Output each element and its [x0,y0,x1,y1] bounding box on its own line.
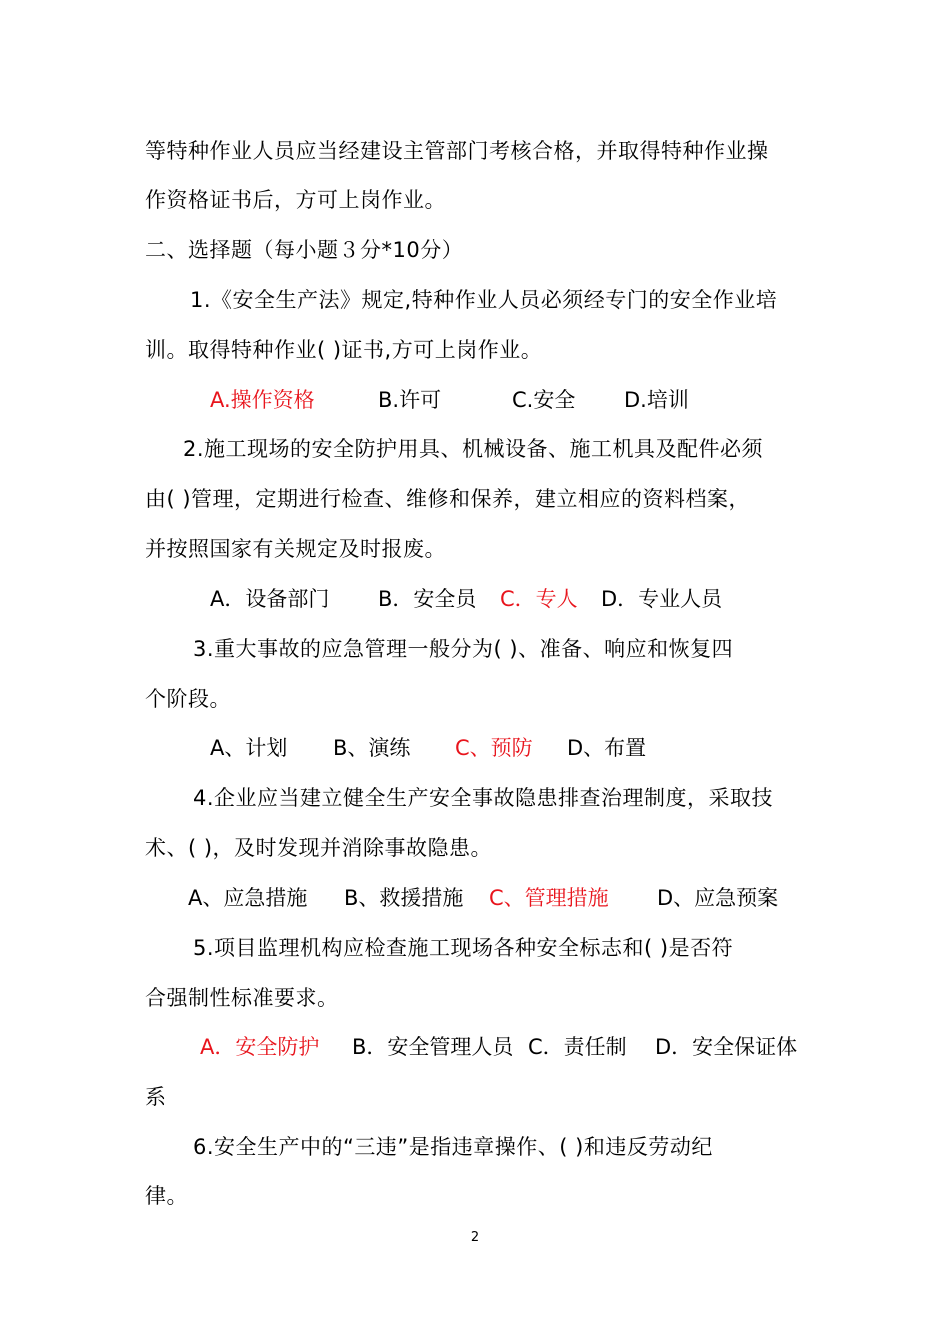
question-4-line-1: 4.企业应当建立健全生产安全事故隐患排查治理制度，采取技 [193,786,774,810]
question-6-line-1: 6.安全生产中的“三违”是指违章操作、( )和违反劳动纪 [193,1135,713,1159]
question-4-option-c: C、管理措施 [489,886,609,910]
question-2-option-d: D．专业人员 [601,587,723,611]
question-3-line-1: 3.重大事故的应急管理一般分为( )、准备、响应和恢复四 [193,637,734,661]
question-1-line-2: 训。取得特种作业( )证书,方可上岗作业。 [145,338,543,362]
question-2-line-2: 由( )管理，定期进行检查、维修和保养，建立相应的资料档案， [145,487,751,511]
question-3-option-c: C、预防 [455,736,533,760]
intro-line-1: 等特种作业人员应当经建设主管部门考核合格，并取得特种作业操 [145,139,769,163]
question-5-line-2: 合强制性标准要求。 [145,986,339,1010]
question-1-option-c: C.安全 [512,388,576,412]
question-6-line-2: 律。 [145,1184,188,1208]
question-4-line-2: 术、( )，及时发现并消除事故隐患。 [145,836,493,860]
question-3-option-b: B、演练 [333,736,411,760]
question-1-option-b: B.许可 [378,388,442,412]
question-4-option-b: B、救援措施 [344,886,464,910]
question-2-option-b: B．安全员 [378,587,477,611]
intro-line-2: 作资格证书后，方可上岗作业。 [145,188,446,212]
question-5-option-a: A．安全防护 [200,1035,320,1059]
question-5-option-b: B．安全管理人员 [352,1035,514,1059]
question-2-option-a: A．设备部门 [210,587,330,611]
question-1-option-d: D.培训 [624,388,689,412]
question-2-line-1: 2.施工现场的安全防护用具、机械设备、施工机具及配件必须 [183,437,764,461]
question-5-option-c: C．责任制 [528,1035,627,1059]
question-5-option-d: D．安全保证体 [655,1035,798,1059]
section-heading: 二、选择题（每小题３分*10分） [145,238,464,262]
question-4-option-d: D、应急预案 [657,886,779,910]
question-1-line-1: 1.《安全生产法》规定,特种作业人员必须经专门的安全作业培 [190,288,778,312]
question-1-option-a: A.操作资格 [210,388,315,412]
question-4-option-a: A、应急措施 [188,886,308,910]
question-5-option-d-wrap: 系 [145,1085,167,1109]
question-5-line-1: 5.项目监理机构应检查施工现场各种安全标志和( )是否符 [193,936,734,960]
question-3-option-a: A、计划 [210,736,288,760]
question-2-option-c: C．专人 [500,587,578,611]
question-3-line-2: 个阶段。 [145,687,231,711]
page-number: 2 [470,1230,480,1245]
question-2-line-3: 并按照国家有关规定及时报废。 [145,537,446,561]
question-3-option-d: D、布置 [567,736,647,760]
